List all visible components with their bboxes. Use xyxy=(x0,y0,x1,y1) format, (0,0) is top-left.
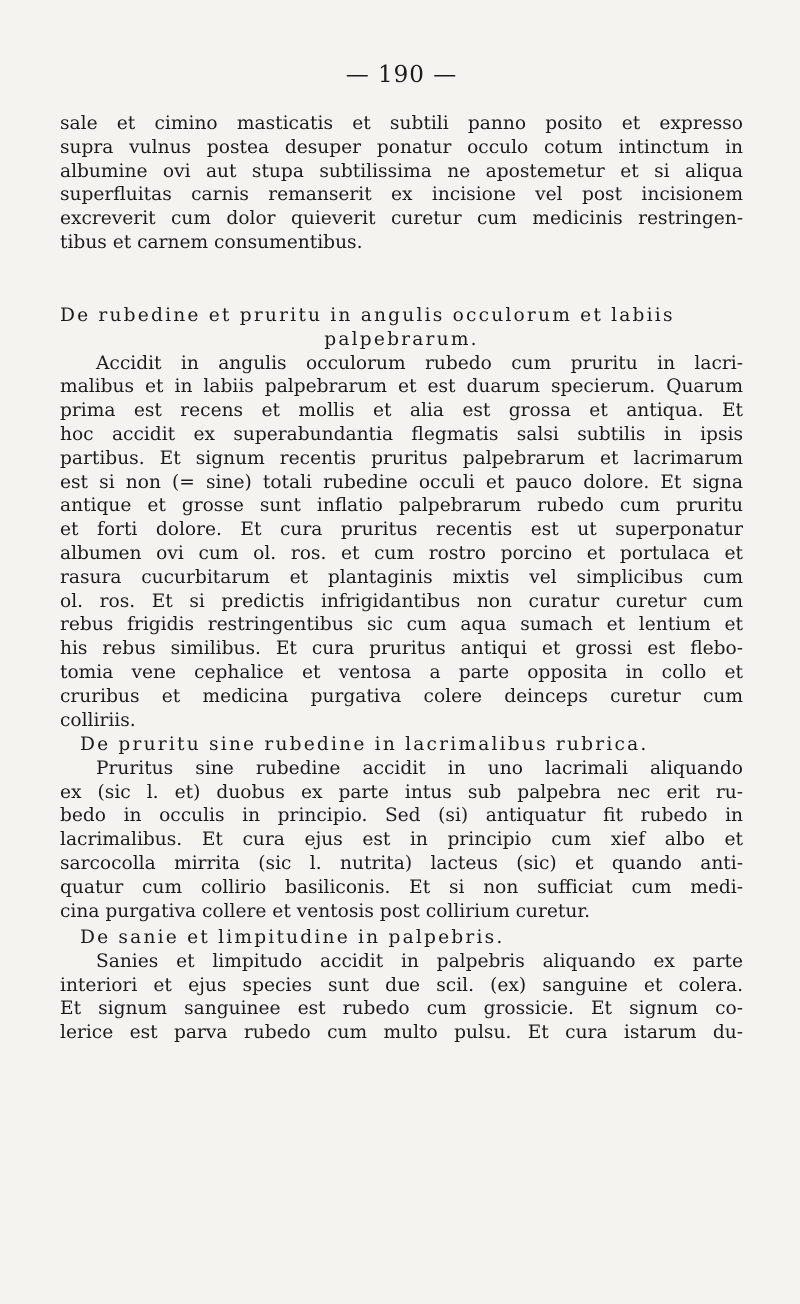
text-line: supra vulnus postea desuper ponatur occulo cotum intinctum in xyxy=(60,136,743,158)
text-line: colliriis. xyxy=(60,709,136,731)
text-line: malibus et in labiis palpebrarum et est duarum specierum. Quarum xyxy=(60,376,743,398)
section-rubedine-pruritu xyxy=(60,304,743,732)
text-line: prima est recens et mollis et alia est grossa et antiqua. Et xyxy=(60,400,743,422)
text-line: bedo in occulis in principio. Sed (si) antiquatur fit rubedo in xyxy=(60,805,743,827)
text-line: antique et grosse sunt inflatio palpebrarum rubedo cum pruritu xyxy=(60,495,743,517)
text-line: ex (sic l. et) duobus ex parte intus sub palpebra nec erit ru- xyxy=(60,781,743,803)
section-heading: De rubedine et pruritu in angulis occulorum et labiis xyxy=(60,305,675,326)
text-line: his rebus similibus. Et cura pruritus antiqui et grossi est flebo- xyxy=(60,638,743,660)
text-line: interiori et ejus species sunt due scil. (ex) sanguine et colera. xyxy=(60,974,743,996)
paragraph-continuation xyxy=(60,112,743,255)
text-line: tomia vene cephalice et ventosa a parte opposita in collo et xyxy=(60,661,743,683)
text-line: cina purgativa collere et ventosis post collirium curetur. xyxy=(60,900,591,922)
section-pruritu-sine-rubedine xyxy=(60,733,743,923)
text-line: rasura cucurbitarum et plantaginis mixtis vel simplicibus cum xyxy=(60,566,743,588)
text-line: cruribus et medicina purgativa colere deinceps curetur cum xyxy=(60,685,743,707)
text-line: partibus. Et signum recentis pruritus palpebrarum et lacrimarum xyxy=(60,447,743,469)
text-line: albumen ovi cum ol. ros. et cum rostro porcino et portulaca et xyxy=(60,542,743,564)
page-number: — 190 — xyxy=(345,62,458,88)
text-line: quatur cum collirio basiliconis. Et si non sufficiat cum medi- xyxy=(60,876,743,898)
text-line: Sanies et limpitudo accidit in palpebris aliquando ex parte xyxy=(96,950,743,972)
text-line: sale et cimino masticatis et subtili panno posito et expresso xyxy=(60,113,743,134)
section-sanie-limpitudine xyxy=(60,926,743,1045)
text-line: est si non (= sine) totali rubedine occuli et pauco dolore. Et signa xyxy=(60,471,743,493)
section-heading: De pruritu sine rubedine in lacrimalibus rubrica. xyxy=(80,734,649,755)
text-line: lerice est parva rubedo cum multo pulsu. Et cura istarum du- xyxy=(60,1022,743,1044)
text-line: rebus frigidis restringentibus sic cum aqua sumach et lentium et xyxy=(60,614,743,636)
text-line: albumine ovi aut stupa subtilissima ne apostemetur et si aliqua xyxy=(60,160,743,182)
section-heading: palpebrarum. xyxy=(324,328,479,350)
text-line: superfluitas carnis remanserit ex incisione vel post incisionem xyxy=(60,184,743,206)
text-line: excreverit cum dolor quieverit curetur cum medicinis restringen- xyxy=(60,208,743,230)
text-line: Accidit in angulis occulorum rubedo cum pruritu in lacri- xyxy=(96,352,743,374)
text-line: hoc accidit ex superabundantia flegmatis salsi subtilis in ipsis xyxy=(60,423,743,445)
text-line: tibus et carnem consumentibus. xyxy=(60,231,363,253)
section-heading: De sanie et limpitudine in palpebris. xyxy=(80,927,505,948)
text-line: et forti dolore. Et cura pruritus recentis est ut superponatur xyxy=(60,519,743,541)
text-line: Et signum sanguinee est rubedo cum grossicie. Et signum co- xyxy=(60,998,743,1020)
text-line: Pruritus sine rubedine accidit in uno lacrimali aliquando xyxy=(96,757,743,779)
text-line: lacrimalibus. Et cura ejus est in principio cum xief albo et xyxy=(60,829,743,851)
text-line: sarcocolla mirrita (sic l. nutrita) lacteus (sic) et quando anti- xyxy=(60,852,743,874)
text-line: ol. ros. Et si predictis infrigidantibus non curatur curetur cum xyxy=(60,590,743,612)
